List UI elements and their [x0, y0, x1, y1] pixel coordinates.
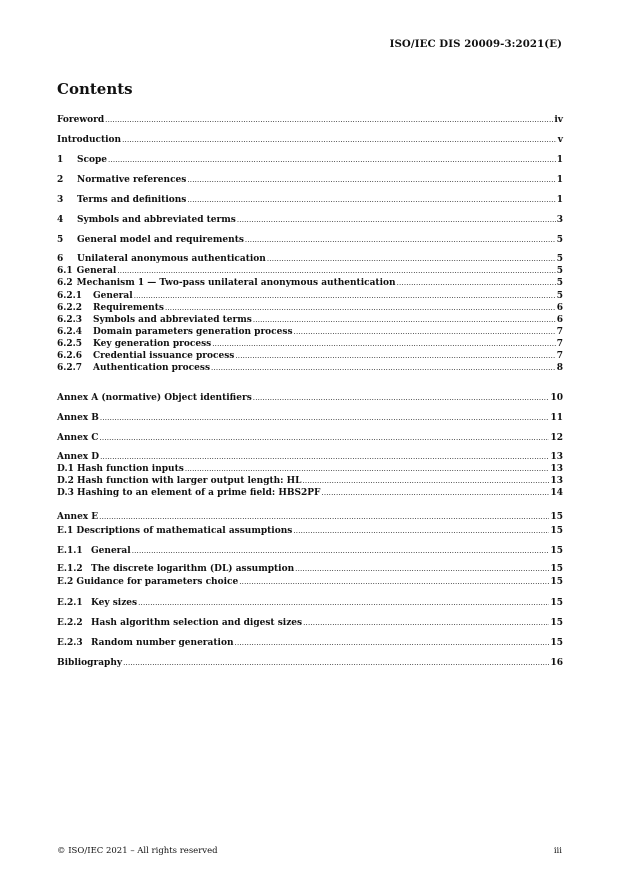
toc-entry-label: Symbols and abbreviated terms: [93, 315, 252, 325]
toc-dot-leader: [294, 326, 556, 338]
toc-entry-label: Key sizes: [91, 598, 138, 608]
toc-entry-label: Introduction: [57, 135, 122, 145]
toc-entry[interactable]: [57, 463, 563, 475]
toc-entry-page: 15: [550, 564, 563, 574]
toc-entry-number: 6.2.3: [57, 315, 83, 325]
toc-dot-leader: [165, 302, 556, 314]
toc-entry[interactable]: [57, 253, 563, 265]
toc-entry-label: Annex D: [57, 452, 100, 462]
toc-entry-label: Annex A (normative) Object identifiers: [57, 393, 252, 403]
toc-entry-label: D.2 Hash function with larger output length: HL: [57, 476, 302, 486]
toc-dot-leader: [235, 637, 550, 649]
toc-entry[interactable]: [57, 174, 563, 186]
toc-entry-label: Symbols and abbreviated terms: [77, 215, 236, 225]
toc-entry-page: 6: [556, 315, 563, 325]
toc-entry-label: General: [76, 266, 117, 276]
toc-entry-number: E.1.1: [57, 546, 83, 556]
toc-dot-leader: [253, 314, 556, 326]
toc-entry[interactable]: [57, 277, 563, 289]
toc-entry-number: E.2.2: [57, 618, 83, 628]
toc-dot-leader: [185, 463, 550, 475]
toc-entry-label: Domain parameters generation process: [93, 327, 293, 337]
toc-dot-leader: [295, 563, 549, 575]
toc-entry-number: 6.2: [57, 278, 73, 288]
toc-entry-number: 6.2.6: [57, 351, 83, 361]
toc-dot-leader: [267, 253, 556, 265]
toc-entry-label: Annex E: [57, 512, 99, 522]
toc-entry-label: D.1 Hash function inputs: [57, 464, 184, 474]
toc-entry-page: 13: [550, 464, 563, 474]
toc-entry-number: 6.2.1: [57, 291, 83, 301]
document-id-header: ISO/IEC DIS 20009-3:2021(E): [389, 38, 562, 50]
toc-entry-number: 2: [57, 175, 64, 185]
toc-dot-leader: [108, 154, 556, 166]
toc-entry[interactable]: [57, 597, 563, 609]
toc-entry-label: General: [91, 546, 131, 556]
toc-entry-page: 12: [550, 433, 563, 443]
toc-entry-number: 4: [57, 215, 64, 225]
toc-entry-page: 15: [550, 598, 563, 608]
toc-entry[interactable]: [57, 487, 563, 499]
toc-entry-label: Bibliography: [57, 658, 123, 668]
toc-entry-page: iv: [554, 115, 563, 125]
toc-entry-page: 7: [556, 327, 563, 337]
toc-entry-number: 1: [57, 155, 64, 165]
toc-dot-leader: [187, 174, 555, 186]
toc-entry[interactable]: [57, 525, 563, 537]
toc-entry-page: v: [557, 135, 563, 145]
toc-entry-label: The discrete logarithm (DL) assumption: [91, 564, 295, 574]
toc-entry-label: E.1 Descriptions of mathematical assumptions: [57, 526, 293, 536]
toc-entry[interactable]: [57, 451, 563, 463]
toc-entry-page: 3: [556, 215, 563, 225]
toc-dot-leader: [303, 617, 549, 629]
toc-entry-page: 14: [550, 488, 563, 498]
toc-entry[interactable]: [57, 302, 563, 314]
toc-entry-label: Unilateral anonymous authentication: [77, 254, 266, 264]
toc-dot-leader: [100, 451, 549, 463]
toc-dot-leader: [239, 576, 549, 588]
toc-dot-leader: [302, 475, 549, 487]
toc-entry-label: Random number generation: [91, 638, 234, 648]
toc-dot-leader: [245, 234, 556, 246]
toc-dot-leader: [117, 265, 555, 277]
toc-dot-leader: [253, 392, 550, 404]
toc-dot-leader: [123, 657, 549, 669]
toc-entry-label: D.3 Hashing to an element of a prime field: HBS2PF: [57, 488, 321, 498]
toc-entry-page: 7: [556, 351, 563, 361]
toc-entry-number: 6.2.5: [57, 339, 83, 349]
toc-entry-page: 13: [550, 452, 563, 462]
toc-entry-label: General: [93, 291, 133, 301]
toc-entry-number: 6.2.2: [57, 303, 83, 313]
toc-entry[interactable]: [57, 545, 563, 557]
toc-entry-page: 5: [556, 266, 563, 276]
toc-dot-leader: [99, 511, 549, 523]
toc-entry[interactable]: [57, 475, 563, 487]
toc-entry-page: 5: [556, 278, 563, 288]
toc-entry-label: Mechanism 1 — Two-pass unilateral anonymous authentication: [76, 278, 396, 288]
toc-entry-label: Terms and definitions: [77, 195, 187, 205]
toc-entry[interactable]: [57, 511, 563, 523]
toc-entry[interactable]: [57, 265, 563, 277]
toc-entry-page: 15: [550, 638, 563, 648]
toc-entry-page: 5: [556, 254, 563, 264]
page-number: iii: [553, 846, 562, 856]
toc-entry-page: 5: [556, 291, 563, 301]
toc-entry[interactable]: [57, 657, 563, 669]
toc-entry[interactable]: [57, 234, 563, 246]
contents-title: Contents: [57, 80, 133, 98]
toc-entry[interactable]: [57, 194, 563, 206]
toc-entry-page: 10: [550, 393, 563, 403]
toc-dot-leader: [293, 525, 549, 537]
toc-entry[interactable]: [57, 314, 563, 326]
toc-entry-page: 1: [556, 155, 563, 165]
toc-entry-page: 11: [550, 413, 563, 423]
toc-dot-leader: [237, 214, 556, 226]
toc-entry-number: 6.1: [57, 266, 73, 276]
toc-entry-number: 6.2.4: [57, 327, 83, 337]
toc-entry[interactable]: [57, 134, 563, 146]
toc-entry-page: 16: [550, 658, 563, 668]
toc-entry-label: E.2 Guidance for parameters choice: [57, 577, 239, 587]
toc-dot-leader: [100, 412, 550, 424]
toc-entry-page: 15: [550, 526, 563, 536]
toc-dot-leader: [235, 350, 555, 362]
toc-entry[interactable]: [57, 326, 563, 338]
copyright-footer: © ISO/IEC 2021 – All rights reserved: [57, 846, 218, 856]
toc-entry[interactable]: [57, 154, 563, 166]
toc-entry-page: 5: [556, 235, 563, 245]
toc-entry-label: General model and requirements: [77, 235, 244, 245]
toc-entry-page: 1: [556, 195, 563, 205]
toc-entry-label: Key generation process: [93, 339, 212, 349]
toc-entry-page: 15: [550, 546, 563, 556]
toc-dot-leader: [105, 114, 553, 126]
toc-entry-number: 3: [57, 195, 64, 205]
toc-entry[interactable]: [57, 214, 563, 226]
toc-dot-leader: [122, 134, 557, 146]
toc-entry-page: 6: [556, 303, 563, 313]
toc-entry[interactable]: [57, 563, 563, 575]
toc-entry[interactable]: [57, 350, 563, 362]
toc-entry-page: 13: [550, 476, 563, 486]
toc-entry[interactable]: [57, 338, 563, 350]
toc-entry-label: Scope: [77, 155, 108, 165]
toc-entry[interactable]: [57, 576, 563, 588]
toc-dot-leader: [321, 487, 549, 499]
toc-entry[interactable]: [57, 412, 563, 424]
toc-entry[interactable]: [57, 114, 563, 126]
toc-entry-label: Annex C: [57, 433, 99, 443]
toc-entry-label: Authentication process: [93, 363, 211, 373]
toc-entry[interactable]: [57, 637, 563, 649]
toc-dot-leader: [397, 277, 556, 289]
toc-dot-leader: [138, 597, 549, 609]
toc-dot-leader: [132, 545, 550, 557]
toc-entry-page: 1: [556, 175, 563, 185]
toc-dot-leader: [187, 194, 555, 206]
toc-dot-leader: [211, 362, 556, 374]
toc-entry[interactable]: [57, 290, 563, 302]
toc-entry[interactable]: [57, 432, 563, 444]
toc-entry-page: 15: [550, 577, 563, 587]
toc-entry-label: Requirements: [93, 303, 164, 313]
toc-entry[interactable]: [57, 362, 563, 374]
toc-entry-label: Normative references: [77, 175, 187, 185]
toc-entry-number: E.1.2: [57, 564, 83, 574]
toc-entry-page: 15: [550, 618, 563, 628]
toc-entry-page: 7: [556, 339, 563, 349]
toc-entry-label: Annex B: [57, 413, 99, 423]
toc-entry-page: 8: [556, 363, 563, 373]
toc-entry[interactable]: [57, 617, 563, 629]
toc-entry-label: Foreword: [57, 115, 105, 125]
toc-dot-leader: [212, 338, 556, 350]
toc-entry-label: Credential issuance process: [93, 351, 235, 361]
toc-dot-leader: [134, 290, 556, 302]
toc-entry[interactable]: [57, 392, 563, 404]
toc-entry-label: Hash algorithm selection and digest sizes: [91, 618, 303, 628]
toc-entry-number: 6: [57, 254, 64, 264]
toc-entry-number: E.2.3: [57, 638, 83, 648]
toc-dot-leader: [99, 432, 549, 444]
toc-entry-number: 6.2.7: [57, 363, 83, 373]
toc-entry-number: E.2.1: [57, 598, 83, 608]
toc-entry-page: 15: [550, 512, 563, 522]
toc-entry-number: 5: [57, 235, 64, 245]
